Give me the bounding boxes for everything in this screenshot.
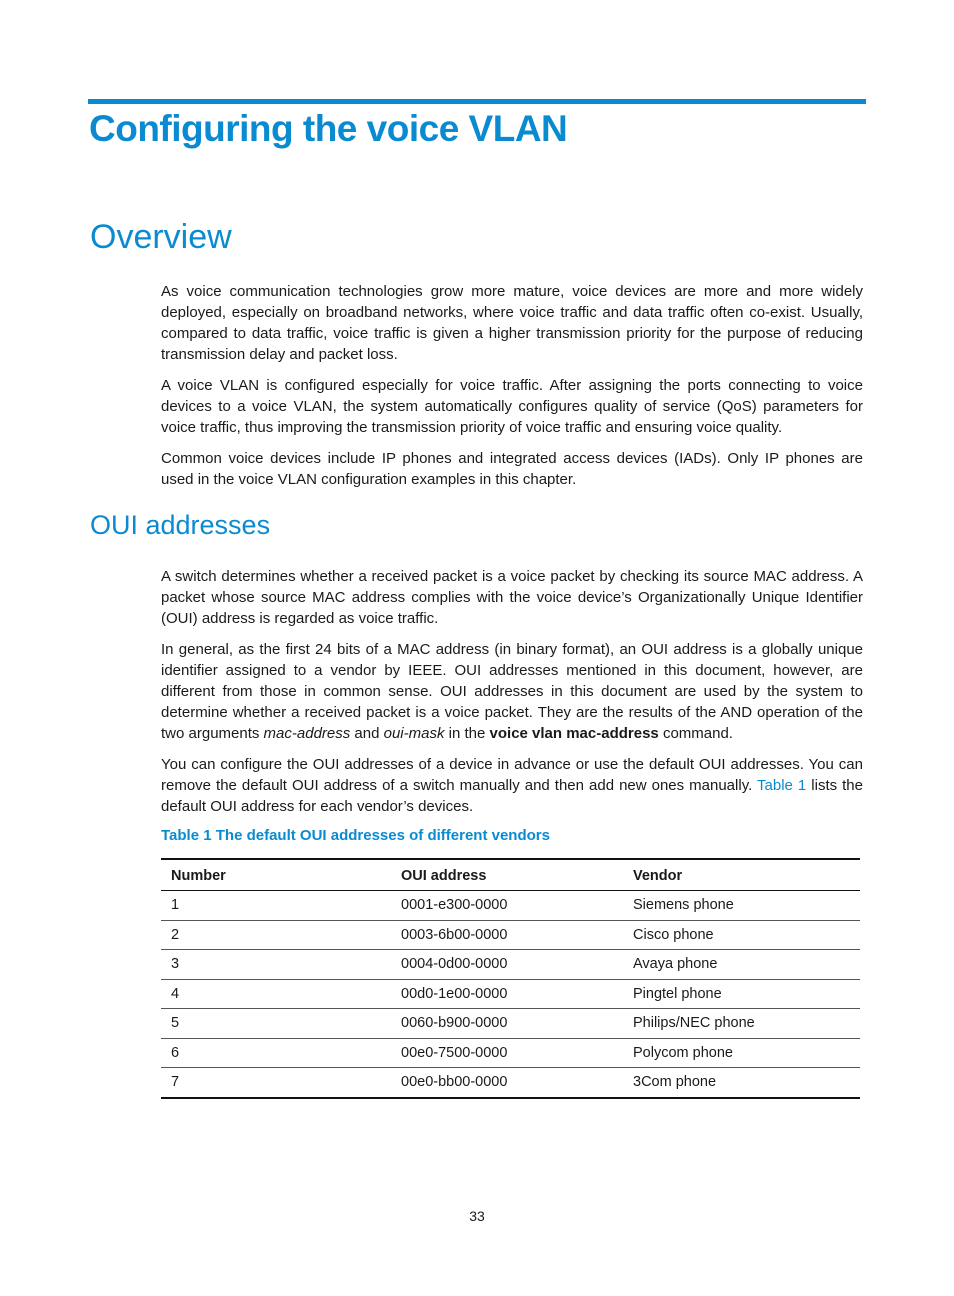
cell-oui-address: 00e0-7500-0000 bbox=[391, 1038, 623, 1068]
chapter-top-rule bbox=[88, 99, 866, 104]
cell-number: 3 bbox=[161, 950, 391, 980]
argument-mac-address: mac-address bbox=[263, 725, 351, 742]
overview-paragraph-3: Common voice devices include IP phones and integrated access devices (IADs). Only IP phones are used in the voice VLAN configuration examples in this chapter. bbox=[161, 450, 863, 488]
cell-vendor: Polycom phone bbox=[623, 1038, 860, 1068]
oui-table bbox=[161, 858, 860, 1099]
cell-vendor: Cisco phone bbox=[623, 920, 860, 950]
table-row bbox=[161, 979, 860, 1009]
cell-oui-address: 0060-b900-0000 bbox=[391, 1009, 623, 1039]
oui-paragraph-3-text: You can configure the OUI addresses of a device in advance or use the default OUI addresses. You can remove the default OUI address of a switch manually and then add new ones manually. bbox=[161, 756, 863, 794]
oui-paragraph-2-in: in the bbox=[444, 725, 490, 742]
table-row bbox=[161, 891, 860, 921]
cell-number: 2 bbox=[161, 920, 391, 950]
oui-paragraph-2-and: and bbox=[350, 725, 384, 742]
cell-number: 7 bbox=[161, 1068, 391, 1098]
oui-paragraph-2-end: command. bbox=[658, 725, 733, 742]
cell-vendor: 3Com phone bbox=[623, 1068, 860, 1098]
oui-paragraph-2-text: In general, as the first 24 bits of a MAC address (in binary format), an OUI address is a globally unique identifier assigned to a vendor by IEEE. OUI addresses mentioned in this document, however, are different from those in common sense. OUI addresses in this document are used by the system to determine whether a received packet is a voice packet. They are the results of the AND operation of the two arguments bbox=[161, 641, 863, 742]
table-row bbox=[161, 920, 860, 950]
subsection-title-oui: OUI addresses bbox=[90, 510, 271, 540]
cell-oui-address: 0004-0d00-0000 bbox=[391, 950, 623, 980]
cell-number: 5 bbox=[161, 1009, 391, 1039]
cell-vendor: Siemens phone bbox=[623, 891, 860, 921]
argument-oui-mask: oui-mask bbox=[383, 725, 445, 742]
cell-oui-address: 00d0-1e00-0000 bbox=[391, 979, 623, 1009]
table-row bbox=[161, 950, 860, 980]
overview-paragraph-2: A voice VLAN is configured especially for voice traffic. After assigning the ports connecting to voice devices to a voice VLAN, the system automatically configures quality of service (QoS) parameters for voice traffic, thus improving the transmission priority of voice traffic and ensuring voice quality. bbox=[161, 377, 863, 436]
oui-paragraph-3-end: lists the default OUI address for each vendor’s devices. bbox=[161, 777, 863, 815]
header-number: Number bbox=[171, 868, 226, 884]
header-vendor: Vendor bbox=[633, 868, 683, 884]
cell-vendor: Pingtel phone bbox=[623, 979, 860, 1009]
header-oui-address: OUI address bbox=[401, 868, 487, 884]
cell-number: 4 bbox=[161, 979, 391, 1009]
cell-oui-address: 0001-e300-0000 bbox=[391, 891, 623, 921]
table-1-link[interactable]: Table 1 bbox=[757, 777, 807, 794]
section-title-overview: Overview bbox=[90, 218, 232, 256]
cell-oui-address: 00e0-bb00-0000 bbox=[391, 1068, 623, 1098]
cell-vendor: Avaya phone bbox=[623, 950, 860, 980]
cell-vendor: Philips/NEC phone bbox=[623, 1009, 860, 1039]
command-name: voice vlan mac-address bbox=[489, 725, 659, 742]
table-caption: Table 1 The default OUI addresses of different vendors bbox=[161, 827, 550, 844]
oui-paragraph-1: A switch determines whether a received packet is a voice packet by checking its source MAC address. A packet whose source MAC address complies with the voice device’s Organizationally Unique Identifier (OUI) address is regarded as voice traffic. bbox=[161, 568, 863, 627]
cell-oui-address: 0003-6b00-0000 bbox=[391, 920, 623, 950]
table-row bbox=[161, 1009, 860, 1039]
page-number: 33 bbox=[469, 1208, 485, 1224]
oui-paragraph-2 bbox=[161, 639, 863, 744]
chapter-title: Configuring the voice VLAN bbox=[89, 108, 568, 149]
table-row bbox=[161, 1038, 860, 1068]
overview-paragraph-1: As voice communication technologies grow more mature, voice devices are more and more widely deployed, especially on broadband networks, where voice traffic and data traffic often co-exist. Usually, compared to data traffic, voice traffic is given a higher transmission priority for the purpose of reducing transmission delay and packet loss. bbox=[161, 283, 863, 363]
cell-number: 1 bbox=[161, 891, 391, 921]
table-row bbox=[161, 1068, 860, 1098]
cell-number: 6 bbox=[161, 1038, 391, 1068]
oui-paragraph-3 bbox=[161, 754, 863, 817]
table-header-row bbox=[161, 859, 860, 891]
